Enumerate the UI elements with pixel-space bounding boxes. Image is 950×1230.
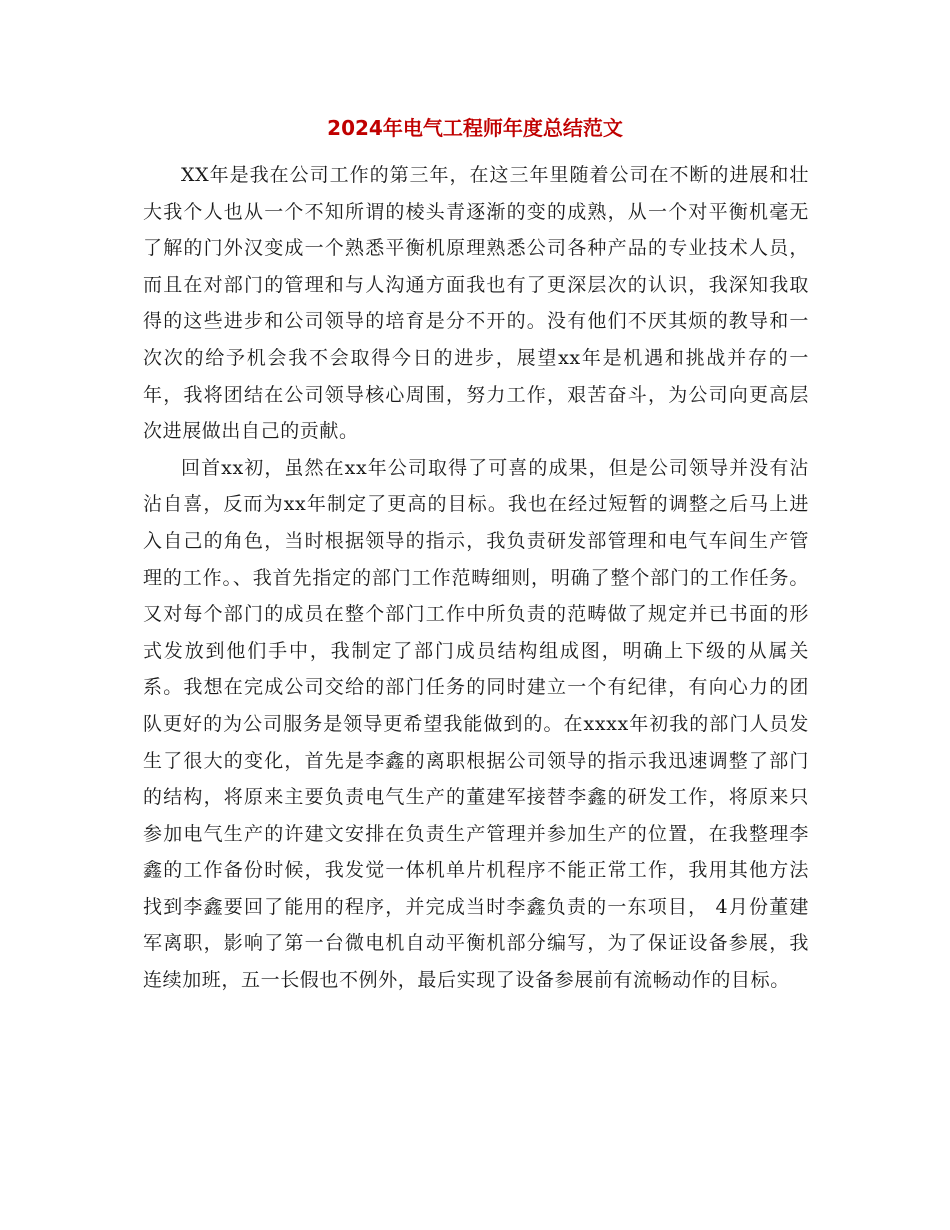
document-title: 2024年电气工程师年度总结范文 (327, 116, 623, 140)
paragraph-1: XX年是我在公司工作的第三年，在这三年里随着公司在不断的进展和壮大我个人也从一个不知所谓的棱头青逐渐的变的成熟，从一个对平衡机毫无了解的门外汉变成一个熟悉平衡机原理熟悉公司各种产品的专业技术人员，而且在对部门的管理和与人沟通方面我也有了更深层次的认识，我深知我取得的这些进步和公司领导的培育是分不开的。没有他们不厌其烦的教导和一次次的给予机会我不会取得今日的进步，展望xx年是机遇和挑战并存的一年，我将团结在公司领导核心周围，努力工作，艰苦奋斗，为公司向更高层次进展做出自己的贡献。 (143, 164, 809, 443)
document-body (143, 157, 809, 999)
paragraph-2: 回首xx初，虽然在xx年公司取得了可喜的成果，但是公司领导并没有沾沾自喜，反而为xx年制定了更高的目标。我也在经过短暂的调整之后马上进入自己的角色，当时根据领导的指示，我负责研发部管理和电气车间生产管理的工作。、我首先指定的部门工作范畴细则，明确了整个部门的工作任务。又对每个部门的成员在整个部门工作中所负责的范畴做了规定并已书面的形式发放到他们手中，我制定了部门成员结构组成图，明确上下级的从属关系。我想在完成公司交给的部门任务的同时建立一个有纪律，有向心力的团队更好的为公司服务是领导更希望我能做到的。在xxxx年初我的部门人员发生了很大的变化，首先是李鑫的离职根据公司领导的指示我迅速调整了部门的结构，将原来主要负责电气生产的董建军接替李鑫的研发工作，将原来只参加电气生产的许建文安排在负责生产管理并参加生产的位置，在我整理李鑫的工作备份时候，我发觉一体机单片机程序不能正常工作，我用其他方法找到李鑫要回了能用的程序，并完成当时李鑫负责的一东项目， 4月份董建军离职，影响了第一台微电机自动平衡机部分编写，为了保证设备参展，我连续加班，五一长假也不例外，最后实现了设备参展前有流畅动作的目标。 (143, 456, 809, 992)
